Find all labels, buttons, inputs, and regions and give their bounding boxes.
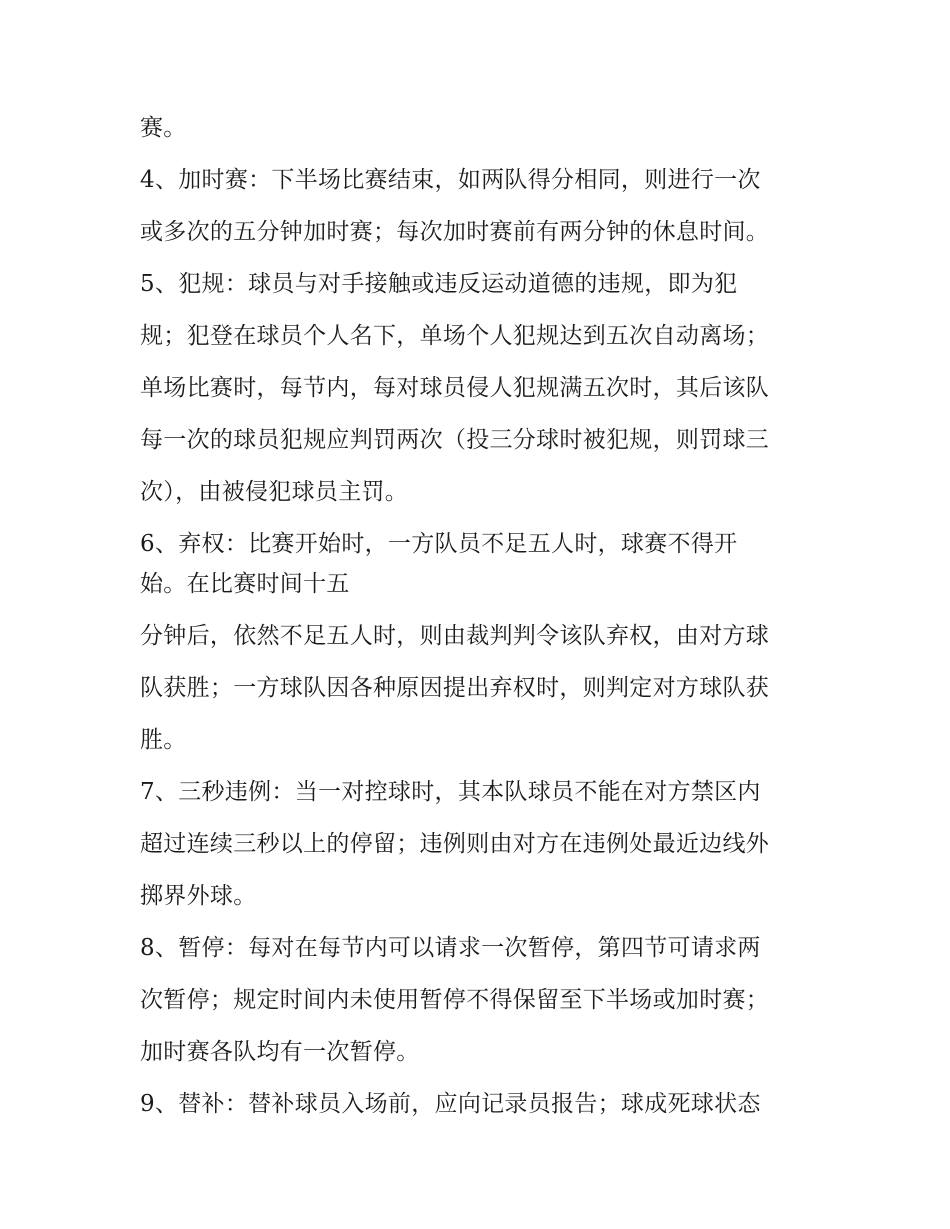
text-line-17: 8、暂停：每对在每节内可以请求一次暂停，第四节可请求两 [140, 935, 761, 961]
text-line-20: 9、替补：替补球员入场前，应向记录员报告；球成死球状态 [140, 1091, 761, 1117]
text-line-14: 7、三秒违例：当一对控球时，其本队球员不能在对方禁区内 [140, 779, 761, 805]
text-line-13: 胜。 [140, 727, 187, 753]
text-line-9: 6、弃权：比赛开始时，一方队员不足五人时，球赛不得开 [140, 531, 738, 557]
text-line-18: 次暂停；规定时间内未使用暂停不得保留至下半场或加时赛； [140, 987, 770, 1013]
text-line-10: 始。在比赛时间十五 [140, 571, 350, 597]
text-line-2: 4、加时赛：下半场比赛结束，如两队得分相同，则进行一次 [140, 167, 761, 193]
text-line-7: 每一次的球员犯规应判罚两次（投三分球时被犯规，则罚球三 [140, 427, 770, 453]
text-line-12: 队获胜；一方球队因各种原因提出弃权时，则判定对方球队获 [140, 675, 770, 701]
text-line-8: 次），由被侵犯球员主罚。 [140, 479, 409, 505]
text-line-3: 或多次的五分钟加时赛；每次加时赛前有两分钟的休息时间。 [140, 219, 770, 245]
text-line-15: 超过连续三秒以上的停留；违例则由对方在违例处最近边线外 [140, 831, 770, 857]
text-line-6: 单场比赛时，每节内，每对球员侵人犯规满五次时，其后该队 [140, 375, 770, 401]
text-line-11: 分钟后，依然不足五人时，则由裁判判令该队弃权，由对方球 [140, 623, 770, 649]
text-line-1: 赛。 [140, 115, 187, 141]
text-line-5: 规；犯登在球员个人名下，单场个人犯规达到五次自动离场； [140, 323, 770, 349]
text-line-19: 加时赛各队均有一次暂停。 [140, 1039, 420, 1065]
text-line-16: 掷界外球。 [140, 883, 257, 909]
text-line-4: 5、犯规：球员与对手接触或违反运动道德的违规，即为犯 [140, 271, 738, 297]
